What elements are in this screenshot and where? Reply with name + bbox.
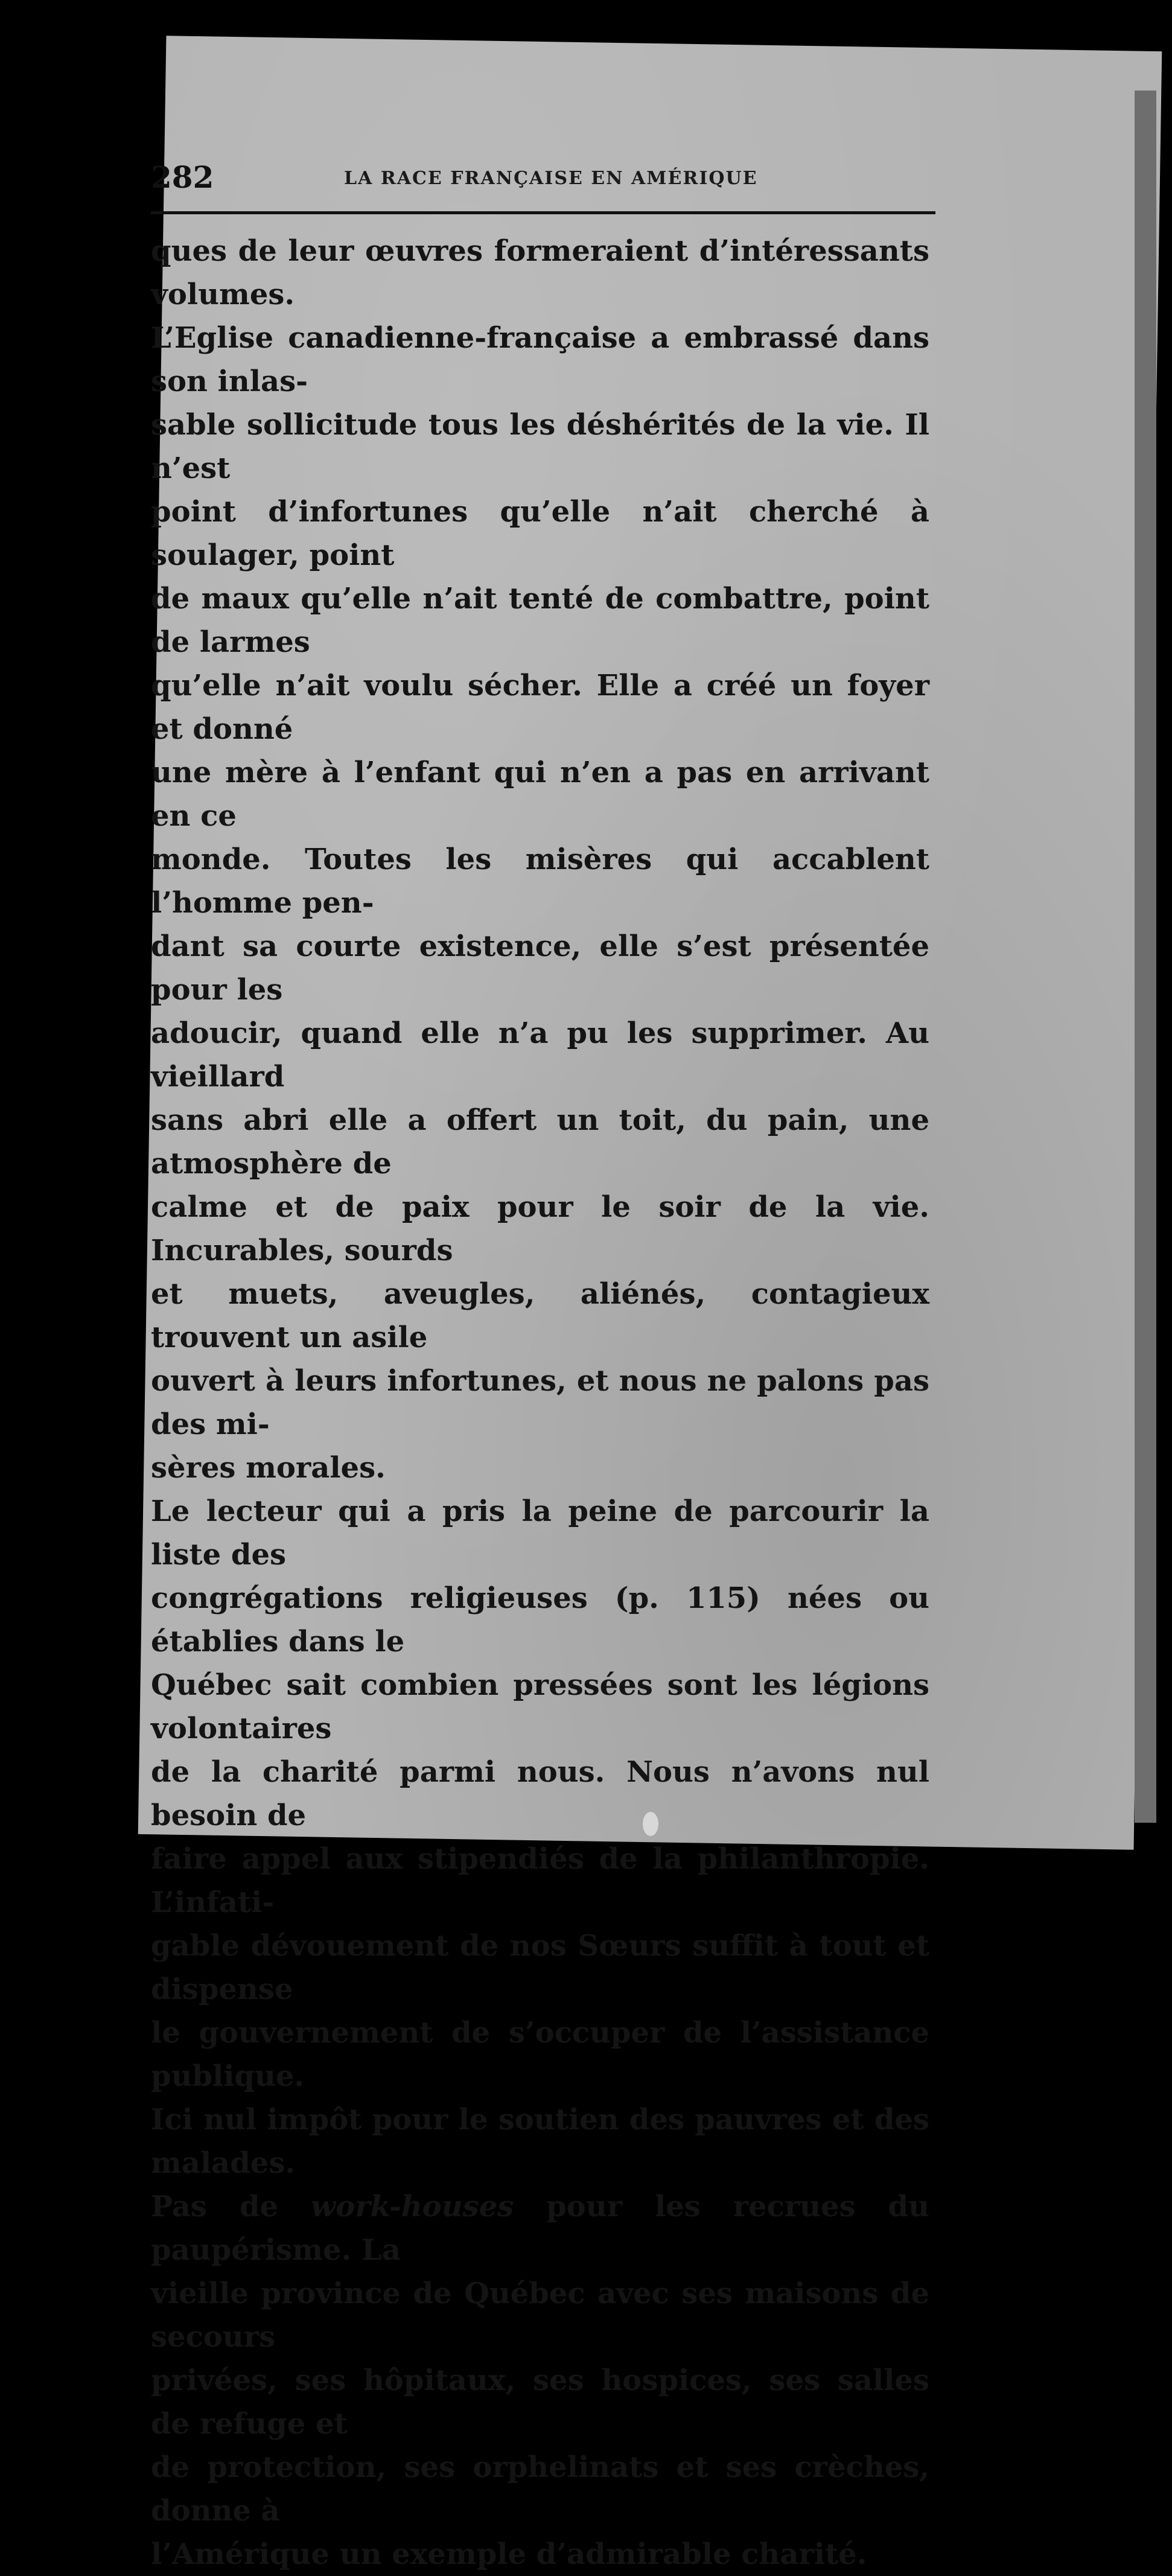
- paragraph-2-part-1: Le lecteur qui a pris la peine de parcourir la liste des congrégations religieuses (p. 115) nées ou établies dans le Québec sait combien pressées sont les légions volontaires de la charité parmi nous. Nous n’avons nul besoin de faire appel aux stipendiés de la philanthropie. L’infati- gable dévouement de nos Sœurs suffit à tout et dispense le gouvernement de s’occuper de l’assistance publique. Ici nul impôt pour le soutien des pauvres et des malades. Pas de: [151, 1494, 929, 2224]
- page-number: 282: [151, 159, 214, 195]
- running-head: LA RACE FRANÇAISE EN AMÉRIQUE: [344, 168, 758, 189]
- page-edge-strip: [1135, 91, 1156, 1823]
- page-header: [151, 159, 1056, 202]
- paragraph-2-italic: work-houses: [311, 2190, 514, 2224]
- paper-stain: [643, 1812, 658, 1836]
- paragraph-2: [151, 1490, 929, 2576]
- paragraph-2-part-2: pour les recrues du paupérisme. La vieille province de Québec avec ses maisons de secours privées, ses hôpitaux, ses hospices, ses salles de refuge et de protection, ses orphelinats et ses crèches, donne à l’Amérique un exemple d’admirable charité.: [151, 2190, 930, 2571]
- paragraph-1: ques de leur œuvres formeraient d’intéressants volumes. L’Eglise canadienne-française a embrassé dans son inlas- sable sollicitude tous les déshérités de la vie. Il n’est point d’infortunes qu’elle n’ait cherché à soulager, point de maux qu’elle n’ait tenté de combattre, point de larmes qu’elle n’ait voulu sécher. Elle a créé un foyer et donné une mère à l’enfant qui n’en a pas en arrivant en ce monde. Toutes les misères qui accablent l’homme pen- dant sa courte existence, elle s’est présentée pour les adoucir, quand elle n’a pu les supprimer. Au vieillard sans abri elle a offert un toit, du pain, une atmosphère de calme et de paix pour le soir de la vie. Incurables, sourds et muets, aveugles, aliénés, contagieux trouvent un asile ouvert à leurs infortunes, et nous ne palons pas des mi- sères morales.: [151, 234, 929, 1485]
- body-text: [151, 229, 929, 2576]
- header-rule: [151, 211, 935, 214]
